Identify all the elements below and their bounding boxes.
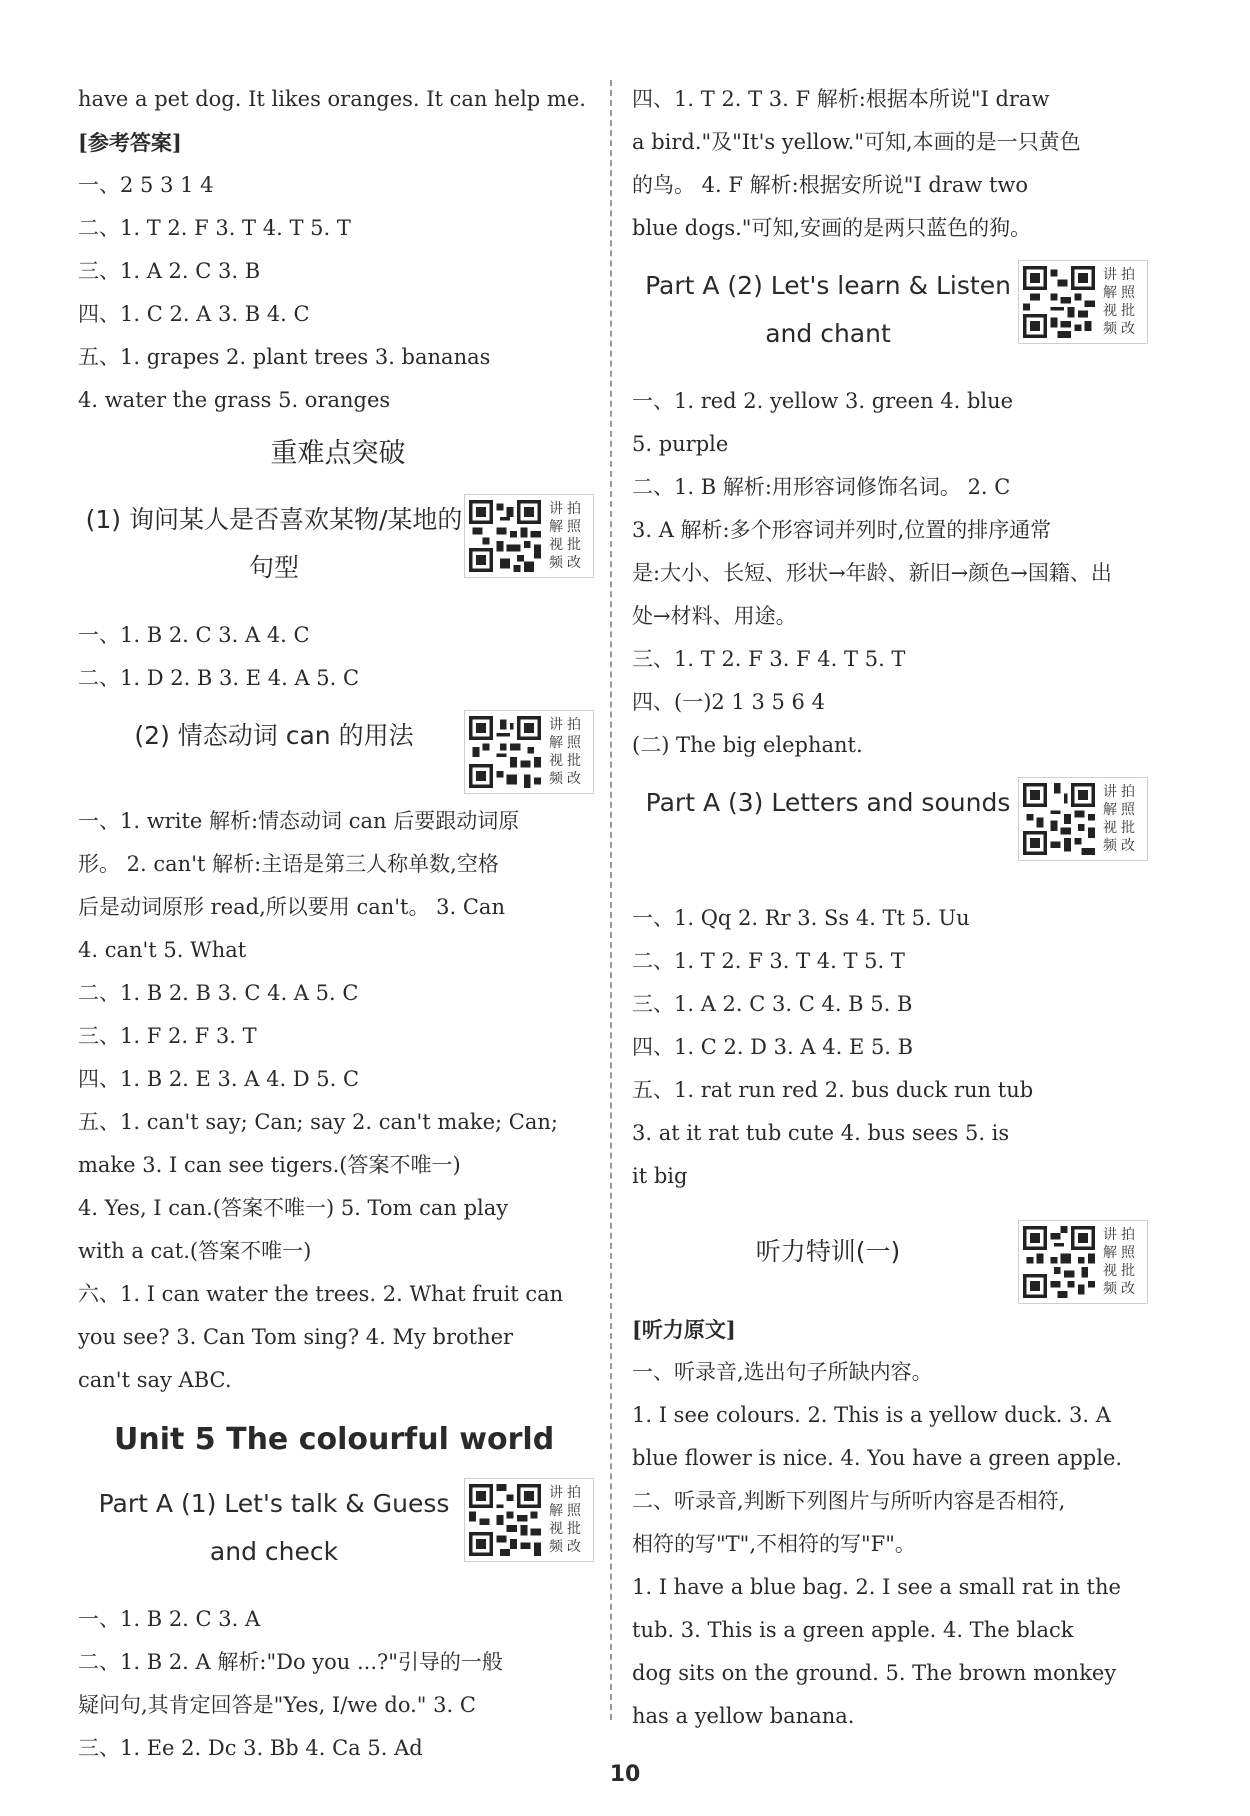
page-number: 10 [609, 1762, 641, 1787]
section-title: 听力特训(一) [755, 1237, 901, 1266]
answer-line: 二、1. B 解析:用形容词修饰名词。 2. C [632, 475, 1011, 499]
answer-line: 二、1. T 2. F 3. T 4. T 5. T [78, 216, 351, 240]
section-title: (1) 询问某人是否喜欢某物/某地的句型 [85, 505, 463, 582]
answer-line: 二、1. D 2. B 3. E 4. A 5. C [78, 666, 360, 690]
answer-line: 四、1. B 2. E 3. A 4. D 5. C [78, 1067, 360, 1091]
qr-caption: 讲 拍 解 照 视 批 频 改 [549, 1485, 581, 1555]
answer-line: 一、1. red 2. yellow 3. green 4. blue [632, 389, 1014, 413]
answer-line: 六、1. I can water the trees. 2. What fruit can [78, 1282, 564, 1306]
answer-line: 3. A 解析:多个形容词并列时,位置的排序通常 [632, 518, 1052, 542]
answer-line: 疑问句,其肯定回答是"Yes, I/we do." 3. C [78, 1693, 476, 1717]
qr-code-block[interactable] [464, 494, 594, 578]
answer-line: 3. at it rat tub cute 4. bus sees 5. is [632, 1121, 1010, 1145]
reference-answers-label: [参考答案] [78, 130, 182, 155]
qr-code-icon [469, 716, 541, 788]
column-divider [610, 80, 612, 1720]
qr-code-icon [1023, 266, 1095, 338]
section-listening-training [632, 1198, 1152, 1308]
transcript-line: has a yellow banana. [632, 1704, 855, 1728]
answer-line: 三、1. A 2. C 3. B [78, 259, 261, 283]
qr-code-block[interactable] [464, 1478, 594, 1562]
answer-line: 4. water the grass 5. oranges [78, 388, 391, 412]
qr-code-block[interactable] [1018, 777, 1148, 861]
answer-line: 四、1. C 2. D 3. A 4. E 5. B [632, 1035, 914, 1059]
qr-code-icon [469, 500, 541, 572]
qr-code-icon [469, 1484, 541, 1556]
answer-line: 处→材料、用途。 [632, 604, 797, 628]
transcript-line: 1. I have a blue bag. 2. I see a small rat in the [632, 1575, 1121, 1599]
answer-line: 二、1. B 2. B 3. C 4. A 5. C [78, 981, 359, 1005]
answer-line: 一、1. write 解析:情态动词 can 后要跟动词原 [78, 809, 520, 833]
right-column [632, 78, 1152, 1738]
answer-line: 五、1. grapes 2. plant trees 3. bananas [78, 345, 491, 369]
answer-line: 4. Yes, I can.(答案不唯一) 5. Tom can play [78, 1196, 509, 1220]
answer-line: you see? 3. Can Tom sing? 4. My brother [78, 1325, 514, 1349]
qr-caption: 讲 拍 解 照 视 批 频 改 [549, 717, 581, 787]
answer-line: 四、1. T 2. T 3. F 解析:根据本所说"I draw [632, 87, 1050, 111]
qr-caption: 讲 拍 解 照 视 批 频 改 [1103, 1227, 1135, 1297]
qr-caption: 讲 拍 解 照 视 批 频 改 [549, 501, 581, 571]
answer-line: 二、1. B 2. A 解析:"Do you ...?"引导的一般 [78, 1650, 503, 1674]
instruction-line: 一、听录音,选出句子所缺内容。 [632, 1360, 933, 1384]
answer-line: 是:大小、长短、形状→年龄、新旧→颜色→国籍、出 [632, 561, 1112, 585]
instruction-line: 相符的写"T",不相符的写"F"。 [632, 1532, 916, 1556]
answer-line: 五、1. can't say; Can; say 2. can't make; Can; [78, 1110, 558, 1134]
answer-line: 4. can't 5. What [78, 938, 247, 962]
answer-line: a bird."及"It's yellow."可知,本画的是一只黄色 [632, 130, 1081, 154]
answer-line: with a cat.(答案不唯一) [78, 1239, 312, 1263]
qr-code-icon [1023, 1226, 1095, 1298]
section-title: Part A (1) Let's talk & Guess and check [98, 1489, 450, 1566]
text-line: have a pet dog. It likes oranges. It can help me. [78, 87, 586, 111]
answer-line: 三、1. F 2. F 3. T [78, 1024, 257, 1048]
answer-line: 一、1. B 2. C 3. A 4. C [78, 623, 310, 647]
section-part-a3 [632, 767, 1152, 897]
answer-line: 一、1. B 2. C 3. A [78, 1607, 261, 1631]
answer-line: 三、1. A 2. C 3. C 4. B 5. B [632, 992, 913, 1016]
qr-caption: 讲 拍 解 照 视 批 频 改 [1103, 267, 1135, 337]
answer-line: 的鸟。 4. F 解析:根据安所说"I draw two [632, 173, 1029, 197]
transcript-line: tub. 3. This is a green apple. 4. The black [632, 1618, 1074, 1642]
qr-caption: 讲 拍 解 照 视 批 频 改 [1103, 784, 1135, 854]
answer-line: 一、2 5 3 1 4 [78, 173, 214, 197]
unit-title: Unit 5 The colourful world [114, 1422, 555, 1457]
section-title: Part A (3) Letters and sounds [645, 788, 1011, 817]
section-modal-verb [78, 700, 598, 800]
qr-code-icon [1023, 783, 1095, 855]
transcript-line: blue flower is nice. 4. You have a green apple. [632, 1446, 1123, 1470]
answer-line: 形。 2. can't 解析:主语是第三人称单数,空格 [78, 852, 499, 876]
listening-transcript-label: [听力原文] [632, 1317, 736, 1342]
transcript-line: dog sits on the ground. 5. The brown monkey [632, 1661, 1117, 1685]
answer-line: 五、1. rat run red 2. bus duck run tub [632, 1078, 1034, 1102]
answer-line: 5. purple [632, 432, 729, 456]
answer-line: 二、1. T 2. F 3. T 4. T 5. T [632, 949, 905, 973]
section-heading: 重难点突破 [270, 438, 406, 469]
answer-line: 后是动词原形 read,所以要用 can't。 3. Can [78, 895, 505, 919]
answer-line: it big [632, 1164, 688, 1188]
answer-line: 三、1. T 2. F 3. F 4. T 5. T [632, 647, 906, 671]
qr-code-block[interactable] [1018, 260, 1148, 344]
instruction-line: 二、听录音,判断下列图片与所听内容是否相符, [632, 1489, 1066, 1513]
answer-line: 一、1. Qq 2. Rr 3. Ss 4. Tt 5. Uu [632, 906, 970, 930]
answer-line: 四、(一)2 1 3 5 6 4 [632, 690, 825, 714]
left-column [78, 78, 598, 1770]
section-question-pattern [78, 484, 598, 614]
qr-code-block[interactable] [1018, 1220, 1148, 1304]
section-title: Part A (2) Let's learn & Listen and chant [645, 271, 1011, 348]
answer-line: can't say ABC. [78, 1368, 232, 1392]
qr-code-block[interactable] [464, 710, 594, 794]
section-title: (2) 情态动词 can 的用法 [134, 721, 414, 750]
answer-line: make 3. I can see tigers.(答案不唯一) [78, 1153, 461, 1177]
answer-line: 三、1. Ee 2. Dc 3. Bb 4. Ca 5. Ad [78, 1736, 423, 1760]
answer-line: blue dogs."可知,安画的是两只蓝色的狗。 [632, 216, 1032, 240]
section-part-a1 [78, 1468, 598, 1598]
answer-line: (二) The big elephant. [632, 733, 863, 757]
answer-line: 四、1. C 2. A 3. B 4. C [78, 302, 310, 326]
transcript-line: 1. I see colours. 2. This is a yellow duck. 3. A [632, 1403, 1111, 1427]
section-part-a2 [632, 250, 1152, 380]
